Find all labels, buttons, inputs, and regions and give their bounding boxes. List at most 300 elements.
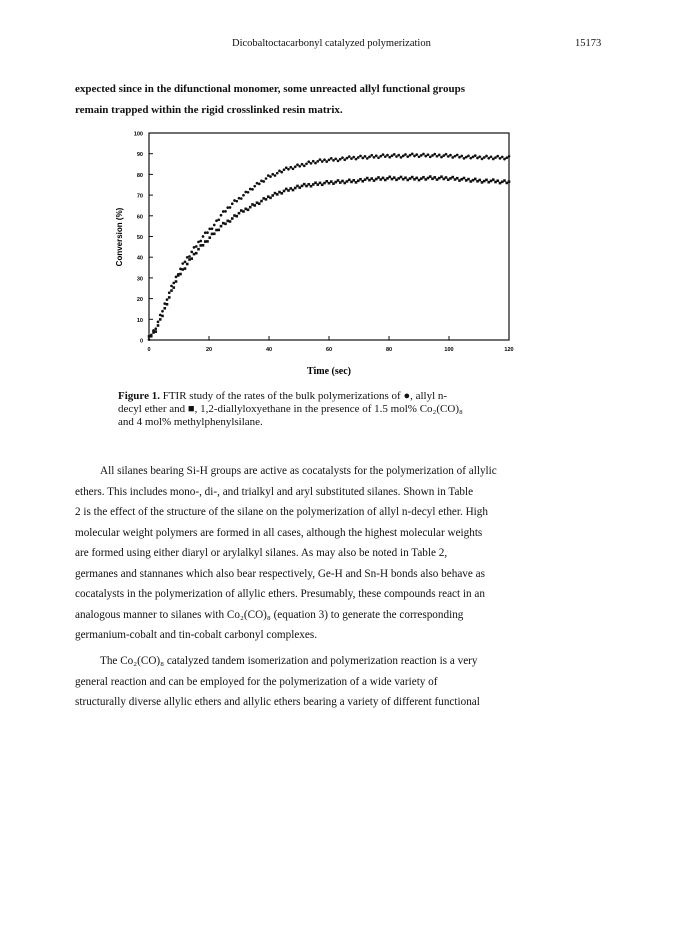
caption-text-1: FTIR study of the rates of the bulk polymerizations of ●, allyl n- (162, 390, 448, 402)
data-point (307, 160, 310, 163)
data-point (222, 222, 225, 225)
data-point (289, 166, 292, 169)
data-point (226, 220, 229, 223)
data-point (458, 179, 461, 182)
data-point (168, 296, 171, 299)
data-point (478, 179, 481, 182)
data-point (323, 182, 326, 185)
data-point (321, 183, 324, 186)
data-point (400, 156, 403, 159)
data-point (494, 156, 497, 159)
data-point (429, 175, 432, 178)
data-point (179, 267, 182, 270)
data-point (505, 156, 508, 159)
data-point (485, 155, 488, 158)
data-point (206, 231, 209, 234)
data-point (436, 178, 439, 181)
data-point (393, 176, 396, 179)
data-point (355, 181, 358, 184)
data-point (400, 176, 403, 179)
data-point (499, 182, 502, 185)
data-point (483, 156, 486, 159)
data-point (280, 171, 283, 174)
data-point (379, 155, 382, 158)
data-point (357, 179, 360, 182)
data-point (184, 261, 187, 264)
data-point (382, 153, 385, 156)
body-line: general reaction and can be employed for the polymerization of a wide variety of (75, 675, 438, 688)
data-point (427, 153, 430, 156)
data-point (190, 257, 193, 260)
body-line: 2 is the effect of the structure of the silane on the polymerization of allyl n-decyl ether. High (75, 506, 488, 518)
data-point (454, 178, 457, 181)
data-point (438, 177, 441, 180)
data-point (487, 181, 490, 184)
data-point (418, 155, 421, 158)
data-point (231, 202, 234, 205)
data-point (269, 197, 272, 200)
data-point (186, 263, 189, 266)
data-point (296, 185, 299, 188)
data-point (350, 157, 353, 160)
data-point (456, 177, 459, 180)
data-point (391, 178, 394, 181)
data-point (280, 192, 283, 195)
data-point (292, 189, 295, 192)
data-point (172, 286, 175, 289)
data-point (440, 175, 443, 178)
data-point (240, 197, 243, 200)
data-point (325, 160, 328, 163)
data-point (465, 179, 468, 182)
x-tick-label: 100 (444, 347, 454, 353)
data-point (159, 318, 162, 321)
data-point (233, 214, 236, 217)
data-point (271, 194, 274, 197)
data-point (274, 192, 277, 195)
data-point (420, 177, 423, 180)
x-tick-label: 60 (325, 347, 333, 353)
data-point (224, 223, 227, 226)
data-point (154, 327, 157, 330)
data-point (460, 178, 463, 181)
y-tick-label: 60 (136, 214, 143, 221)
data-point (307, 183, 310, 186)
data-point (235, 200, 238, 203)
intro-paragraph (75, 79, 587, 120)
caption-line-3: and 4 mol% methylphenylsilane. (118, 416, 263, 428)
data-point (260, 200, 263, 203)
data-point (467, 154, 470, 157)
data-point (436, 155, 439, 158)
data-point (490, 155, 493, 158)
data-point (368, 156, 371, 159)
data-point (229, 220, 232, 223)
figure-label: Figure 1. (118, 390, 160, 402)
data-point (170, 289, 173, 292)
data-point (197, 248, 200, 251)
data-point (404, 176, 407, 179)
data-point (422, 153, 425, 156)
series-square (148, 175, 511, 337)
body-paragraph-2 (75, 651, 587, 713)
data-point (332, 182, 335, 185)
data-point (469, 180, 472, 183)
data-point (474, 178, 477, 181)
data-point (476, 180, 479, 183)
data-point (337, 159, 340, 162)
x-axis (147, 336, 513, 353)
data-point (323, 158, 326, 161)
body-line: molecular weight polymers are formed in all cases, although the highest molecular weights (75, 526, 483, 539)
data-point (343, 158, 346, 161)
data-point (238, 212, 241, 215)
data-point (472, 179, 475, 182)
data-point (181, 268, 184, 271)
data-point (505, 182, 508, 185)
x-tick-label: 80 (385, 347, 393, 353)
data-point (364, 178, 367, 181)
body-line: germanium-cobalt and tin-cobalt carbonyl complexes. (75, 629, 318, 641)
data-point (352, 179, 355, 182)
data-point (357, 156, 360, 159)
data-point (424, 178, 427, 181)
data-point (370, 177, 373, 180)
data-point (384, 155, 387, 158)
data-point (211, 233, 214, 236)
data-point (411, 152, 414, 155)
y-tick-label: 50 (136, 235, 143, 241)
data-point (283, 190, 286, 193)
data-point (190, 251, 193, 254)
data-point (373, 156, 376, 159)
data-point (199, 244, 202, 247)
data-point (163, 307, 166, 310)
data-point (467, 178, 470, 181)
data-point (294, 165, 297, 168)
data-point (285, 188, 288, 191)
data-point (310, 162, 313, 165)
data-point (251, 188, 254, 191)
data-point (483, 180, 486, 183)
y-tick-label: 20 (136, 297, 143, 304)
data-point (348, 179, 351, 182)
data-point (433, 153, 436, 156)
data-point (310, 185, 313, 188)
y-tick-label: 30 (136, 276, 143, 283)
figure-caption (118, 390, 588, 429)
data-point (154, 330, 157, 333)
data-point (431, 154, 434, 157)
data-point (208, 236, 211, 239)
data-point (312, 183, 315, 186)
data-point (346, 180, 349, 183)
data-point (157, 324, 160, 327)
data-point (355, 158, 358, 161)
data-point (287, 168, 290, 171)
data-point (303, 183, 306, 186)
data-point (366, 177, 369, 180)
data-point (393, 153, 396, 156)
caption-line-2: decyl ether and ■, 1,2-diallyloxyethane in the presence of 1.5 mol% Co₂(CO)₈ (118, 403, 463, 415)
x-axis-label: Time (sec) (307, 366, 351, 377)
data-point (386, 177, 389, 180)
data-point (361, 157, 364, 160)
data-point (501, 181, 504, 184)
y-tick-label: 0 (139, 338, 143, 345)
data-point (256, 201, 259, 204)
data-point (388, 156, 391, 159)
body-line: structurally diverse allylic ethers and allylic ethers bearing a variety of different functional (75, 696, 480, 708)
data-point (438, 154, 441, 157)
data-point (258, 202, 261, 205)
data-point (494, 181, 497, 184)
data-point (211, 227, 214, 230)
data-point (341, 180, 344, 183)
data-point (312, 160, 315, 163)
data-point (253, 185, 256, 188)
data-point (330, 180, 333, 183)
data-point (314, 181, 317, 184)
data-point (341, 156, 344, 159)
data-point (305, 185, 308, 188)
data-point (334, 157, 337, 160)
data-point (316, 183, 319, 186)
data-point (397, 154, 400, 157)
data-point (382, 177, 385, 180)
data-point (163, 302, 166, 305)
data-point (346, 157, 349, 160)
body-paragraph-1 (75, 461, 587, 646)
data-point (287, 189, 290, 192)
data-point (199, 240, 202, 243)
data-point (445, 153, 448, 156)
data-point (328, 159, 331, 162)
data-point (442, 154, 445, 157)
data-point (175, 276, 178, 279)
data-point (402, 178, 405, 181)
data-point (503, 179, 506, 182)
data-point (298, 165, 301, 168)
data-point (249, 206, 252, 209)
data-point (202, 235, 205, 238)
data-point (262, 197, 265, 200)
data-point (244, 208, 247, 211)
data-point (485, 179, 488, 182)
intro-line: remain trapped within the rigid crosslinked resin matrix. (75, 103, 343, 116)
data-point (148, 338, 151, 341)
body-line: analogous manner to silanes with Co₂(CO)₈ (equation 3) to generate the corresponding (75, 608, 464, 621)
data-point (503, 158, 506, 161)
data-point (460, 155, 463, 158)
data-point (148, 335, 151, 338)
data-point (235, 215, 238, 218)
data-point (424, 155, 427, 158)
data-point (481, 181, 484, 184)
y-tick-label: 40 (136, 255, 143, 262)
data-point (413, 155, 416, 158)
y-axis-label: Conversion (%) (115, 207, 124, 267)
data-point (422, 176, 425, 179)
data-point (409, 177, 412, 180)
data-point (370, 154, 373, 157)
data-point (168, 291, 171, 294)
data-point (202, 244, 205, 247)
data-point (447, 155, 450, 158)
data-point (188, 255, 191, 258)
data-point (195, 245, 198, 248)
data-point (161, 315, 164, 318)
data-point (161, 310, 164, 313)
data-point (463, 177, 466, 180)
data-point (397, 177, 400, 180)
data-point (478, 155, 481, 158)
data-point (220, 214, 223, 217)
data-point (366, 157, 369, 160)
data-point (301, 185, 304, 188)
data-point (474, 154, 477, 157)
data-point (301, 163, 304, 166)
data-point (368, 179, 371, 182)
y-axis (134, 132, 153, 345)
page-number: 15173 (575, 38, 602, 49)
data-point (289, 187, 292, 190)
data-point (172, 282, 175, 285)
data-point (262, 180, 265, 183)
data-point (442, 178, 445, 181)
data-point (319, 182, 322, 185)
data-point (431, 177, 434, 180)
data-point (386, 154, 389, 157)
data-point (343, 182, 346, 185)
data-point (456, 154, 459, 157)
data-point (269, 175, 272, 178)
data-point (278, 191, 281, 194)
data-point (420, 154, 423, 157)
data-point (276, 193, 279, 196)
data-point (184, 267, 187, 270)
data-point (496, 155, 499, 158)
data-point (337, 179, 340, 182)
data-point (332, 159, 335, 162)
data-point (296, 163, 299, 166)
data-point (204, 240, 207, 243)
data-point (206, 240, 209, 243)
data-point (215, 229, 218, 232)
y-tick-label: 10 (136, 317, 143, 324)
data-point (395, 179, 398, 182)
data-point (175, 280, 178, 283)
data-point (314, 162, 317, 165)
data-point (496, 179, 499, 182)
data-point (449, 154, 452, 157)
data-point (283, 168, 286, 171)
data-point (359, 178, 362, 181)
data-point (395, 155, 398, 158)
data-point (159, 314, 162, 317)
data-point (276, 172, 279, 175)
data-point (406, 179, 409, 182)
data-point (319, 158, 322, 161)
data-point (170, 285, 173, 288)
data-point (501, 156, 504, 159)
data-point (445, 176, 448, 179)
data-point (217, 218, 220, 221)
data-point (350, 181, 353, 184)
data-point (251, 203, 254, 206)
data-point (440, 156, 443, 159)
data-point (213, 232, 216, 235)
data-point (325, 180, 328, 183)
data-point (334, 181, 337, 184)
data-point (253, 204, 256, 207)
data-point (298, 186, 301, 189)
data-point (240, 209, 243, 212)
data-point (391, 154, 394, 157)
intro-line: expected since in the difunctional monomer, some unreacted allyl functional groups (75, 83, 465, 95)
data-point (213, 224, 216, 227)
data-point (166, 298, 169, 301)
data-point (321, 160, 324, 163)
data-series (148, 152, 511, 340)
data-point (177, 274, 180, 277)
body-line: ethers. This includes mono-, di-, and trialkyl and aryl substituted silanes. Shown in Table (75, 485, 474, 498)
data-point (150, 335, 153, 338)
data-point (152, 331, 155, 334)
data-point (373, 179, 376, 182)
data-point (481, 158, 484, 161)
body-line: germanes and stannanes which also bear respectively, Ge-H and Sn-H bonds also behave as (75, 567, 485, 580)
data-point (406, 155, 409, 158)
data-point (427, 177, 430, 180)
y-tick-label: 80 (136, 172, 143, 179)
data-point (359, 155, 362, 158)
x-tick-label: 20 (205, 347, 213, 353)
data-point (364, 155, 367, 158)
data-point (449, 177, 452, 180)
data-point (451, 176, 454, 179)
data-point (179, 273, 182, 276)
data-point (242, 210, 245, 213)
data-point (508, 180, 511, 183)
data-point (404, 153, 407, 156)
data-point (220, 225, 223, 228)
conversion-chart (100, 122, 540, 384)
data-point (316, 160, 319, 163)
data-point (188, 258, 191, 261)
data-point (166, 303, 169, 306)
y-tick-label: 100 (133, 131, 143, 138)
y-tick-label: 90 (136, 152, 143, 159)
data-point (157, 321, 160, 324)
data-point (492, 178, 495, 181)
data-point (265, 198, 268, 201)
data-point (375, 178, 378, 181)
data-point (292, 167, 295, 170)
data-point (447, 178, 450, 181)
data-point (267, 195, 270, 198)
running-title: Dicobaltoctacarbonyl catalyzed polymerization (232, 38, 431, 49)
data-point (303, 164, 306, 167)
data-point (361, 180, 364, 183)
data-point (508, 155, 511, 158)
data-point (487, 157, 490, 160)
x-tick-label: 40 (265, 347, 273, 353)
data-point (330, 157, 333, 160)
body-line: All silanes bearing Si-H groups are active as cocatalysts for the polymerization of allylic (100, 465, 497, 477)
caption-line-1 (118, 390, 588, 403)
data-point (490, 180, 493, 183)
